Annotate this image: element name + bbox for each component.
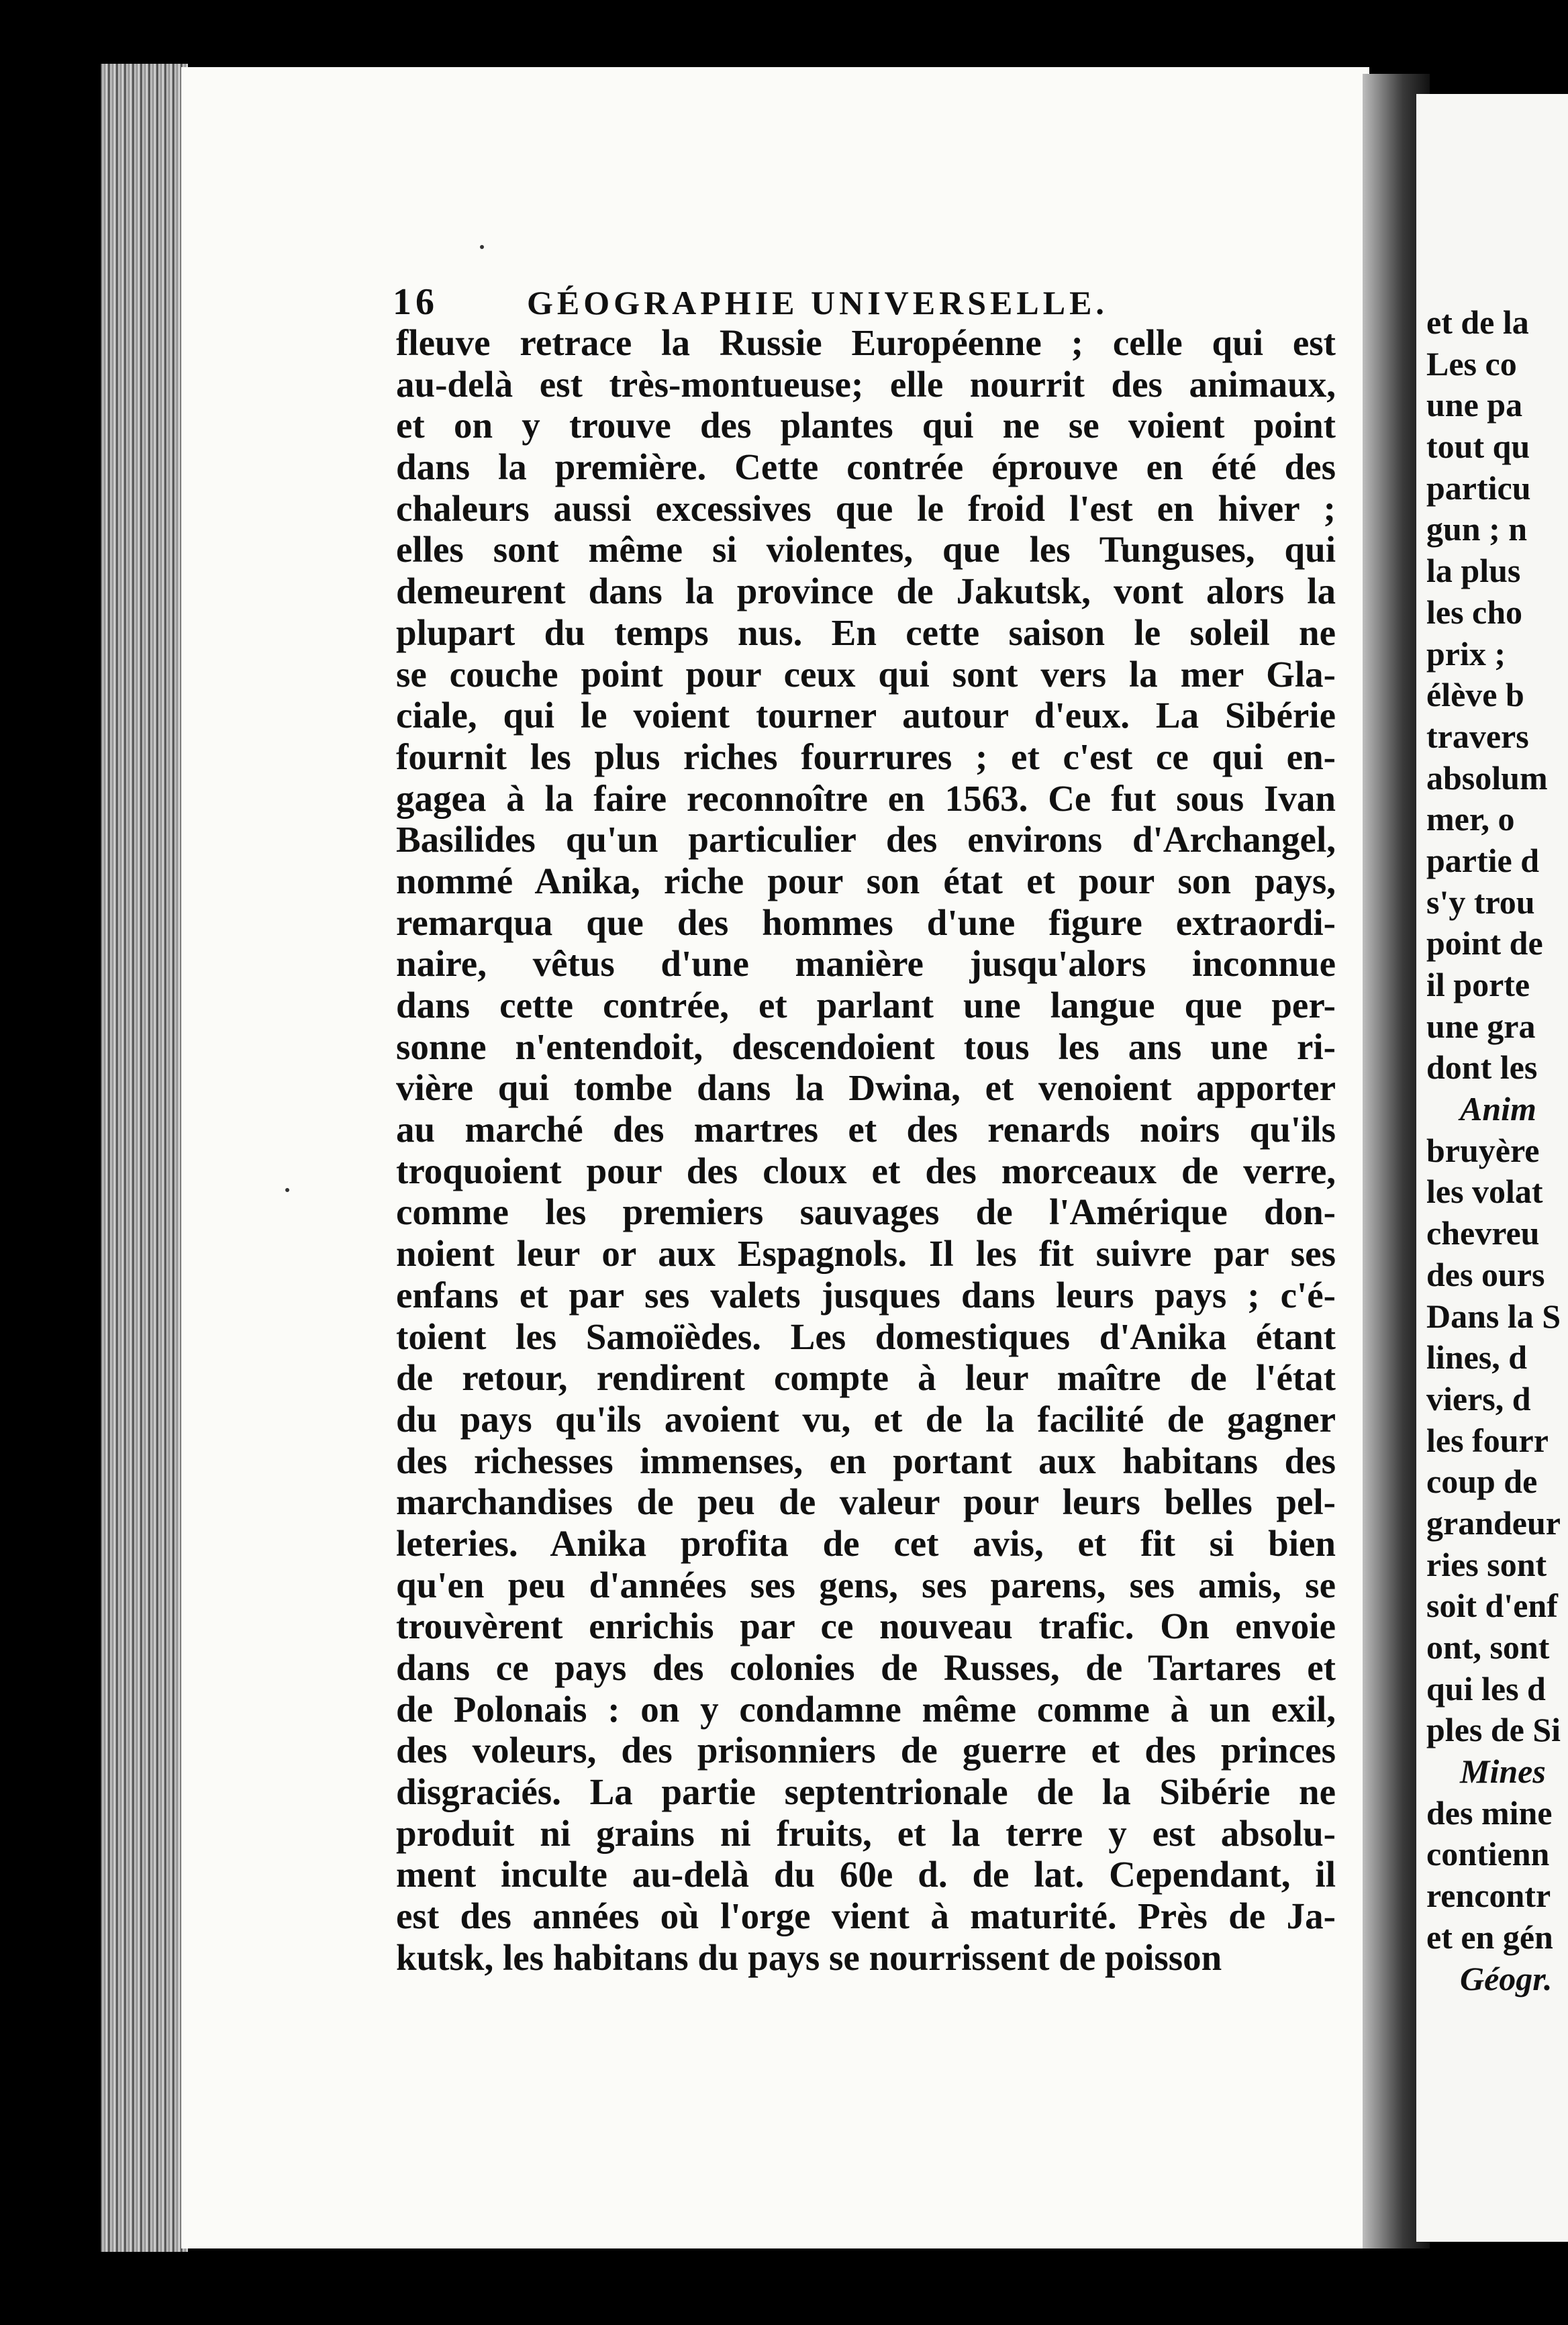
right-page-line: il porte	[1426, 966, 1530, 1003]
right-page-line: lines, d	[1426, 1338, 1528, 1377]
text-line: demeurent dans la province de Jakutsk, vont alors la	[396, 571, 1336, 612]
running-title: GÉOGRAPHIE UNIVERSELLE.	[527, 284, 1108, 321]
text-line: toient les Samoïèdes. Les domestiques d'Anika étant	[396, 1316, 1336, 1357]
text-line: au-delà est très-montueuse; elle nourrit des animaux,	[396, 363, 1336, 405]
text-line: produit ni grains ni fruits, et la terre y est absolu-	[396, 1812, 1336, 1854]
right-page-line: viers, d	[1426, 1379, 1531, 1418]
right-page-line: les cho	[1426, 593, 1523, 631]
right-page-line: et de la	[1426, 303, 1529, 341]
text-line: de Polonais : on y condamne même comme à un exil,	[396, 1688, 1336, 1730]
book-page-edges	[101, 64, 188, 2252]
body-text	[396, 322, 1336, 1979]
text-line: fleuve retrace la Russie Européenne ; celle qui est	[396, 322, 1336, 363]
right-page-line: ries sont	[1426, 1545, 1547, 1583]
right-page-line: prix ;	[1426, 634, 1506, 673]
text-line: trouvèrent enrichis par ce nouveau trafic. On envoie	[396, 1605, 1336, 1647]
right-page-line: grandeur	[1426, 1503, 1561, 1542]
right-page-line: les volat	[1426, 1173, 1543, 1211]
right-page-line: une gra	[1426, 1007, 1536, 1045]
text-line: du pays qu'ils avoient vu, et de la facilité de gagner	[396, 1398, 1336, 1440]
text-line: enfans et par ses valets jusques dans leurs pays ; c'é-	[396, 1274, 1336, 1316]
right-page-line: bruyère	[1426, 1131, 1540, 1169]
text-line: chaleurs aussi excessives que le froid l'est en hiver ;	[396, 487, 1336, 529]
right-page-line: absolum	[1426, 758, 1548, 797]
right-page-line: une pa	[1426, 386, 1523, 424]
right-page-line: gun ; n	[1426, 510, 1528, 548]
right-page-line: des mine	[1426, 1793, 1553, 1832]
text-line: qu'en peu d'années ses gens, ses parens, ses amis, se	[396, 1564, 1336, 1605]
right-page-line: les fourr	[1426, 1421, 1549, 1459]
page-header	[393, 281, 1205, 325]
right-page-text	[1426, 302, 1568, 1999]
text-line: elles sont même si violentes, que les Tunguses, qui	[396, 529, 1336, 571]
text-line: dans ce pays des colonies de Russes, de Tartares et	[396, 1647, 1336, 1688]
text-line: remarqua que des hommes d'une figure extraordi-	[396, 901, 1336, 943]
right-page-line: Géogr.	[1460, 1959, 1553, 1997]
text-line: dans cette contrée, et parlant une langue que per-	[396, 985, 1336, 1026]
right-page-line: mer, o	[1426, 800, 1515, 838]
right-page-line: élève b	[1426, 676, 1524, 714]
right-page-line: particu	[1426, 468, 1531, 507]
right-page-line: partie d	[1426, 841, 1540, 879]
text-line: gagea à la faire reconnoître en 1563. Ce fut sous Ivan	[396, 777, 1336, 819]
right-page-line: Anim	[1460, 1090, 1536, 1128]
text-line: vière qui tombe dans la Dwina, et venoient apporter	[396, 1067, 1336, 1109]
right-page-line: Les co	[1426, 344, 1517, 383]
right-page-line: et en gén	[1426, 1918, 1553, 1956]
text-line: des richesses immenses, en portant aux habitans des	[396, 1440, 1336, 1481]
text-line: est des années où l'orge vient à maturité. Près de Ja-	[396, 1895, 1336, 1937]
text-line: disgraciés. La partie septentrionale de la Sibérie ne	[396, 1771, 1336, 1813]
text-line: se couche point pour ceux qui sont vers la mer Gla-	[396, 653, 1336, 695]
text-line: dans la première. Cette contrée éprouve en été des	[396, 446, 1336, 488]
right-page-line: des ours	[1426, 1255, 1545, 1293]
text-line: comme les premiers sauvages de l'Amérique don-	[396, 1191, 1336, 1233]
right-page-line: contienn	[1426, 1835, 1550, 1873]
text-line: noient leur or aux Espagnols. Il les fit suivre par ses	[396, 1233, 1336, 1275]
text-line: fournit les plus riches fourrures ; et c'est ce qui en-	[396, 736, 1336, 777]
text-line: leteries. Anika profita de cet avis, et fit si bien	[396, 1522, 1336, 1564]
right-page-line: la plus	[1426, 552, 1521, 590]
right-page-line: ples de Si	[1426, 1711, 1561, 1749]
print-speck	[285, 1188, 289, 1192]
page-number: 16	[393, 281, 438, 323]
text-line: au marché des martres et des renards noirs qu'ils	[396, 1109, 1336, 1150]
text-line: naire, vêtus d'une manière jusqu'alors inconnue	[396, 943, 1336, 985]
right-page-line: rencontr	[1426, 1877, 1551, 1915]
right-page-line: coup de	[1426, 1463, 1538, 1501]
text-line: ment inculte au-delà du 60e d. de lat. Cependant, il	[396, 1854, 1336, 1895]
text-line: des voleurs, des prisonniers de guerre et des princes	[396, 1730, 1336, 1771]
text-line: sonne n'entendoit, descendoient tous les ans une ri-	[396, 1026, 1336, 1067]
text-line: troquoient pour des cloux et des morceaux de verre,	[396, 1150, 1336, 1191]
right-page-line: travers	[1426, 717, 1529, 755]
right-page-line: dont les	[1426, 1048, 1538, 1087]
right-page-line: Dans la S	[1426, 1297, 1561, 1335]
right-page-line: tout qu	[1426, 428, 1530, 466]
right-page-line: qui les d	[1426, 1669, 1546, 1708]
text-line: ciale, qui le voient tourner autour d'eux. La Sibérie	[396, 695, 1336, 736]
right-page-line: ont, sont	[1426, 1628, 1550, 1666]
right-page-line: s'y trou	[1426, 883, 1535, 921]
text-line: Basilides qu'un particulier des environs d'Archangel,	[396, 819, 1336, 860]
text-line: plupart du temps nus. En cette saison le soleil ne	[396, 611, 1336, 653]
right-page-line: Mines	[1460, 1752, 1546, 1791]
right-page-line: chevreu	[1426, 1214, 1540, 1252]
right-page-line: soit d'enf	[1426, 1587, 1558, 1625]
text-line: marchandises de peu de valeur pour leurs belles pel-	[396, 1481, 1336, 1523]
print-speck	[480, 245, 484, 249]
text-line: kutsk, les habitans du pays se nourrissent de poisson	[396, 1936, 1222, 1978]
text-line: nommé Anika, riche pour son état et pour son pays,	[396, 860, 1336, 901]
right-page-line: point de	[1426, 924, 1543, 962]
text-line: et on y trouve des plantes qui ne se voient point	[396, 405, 1336, 446]
text-line: de retour, rendirent compte à leur maître de l'état	[396, 1357, 1336, 1399]
